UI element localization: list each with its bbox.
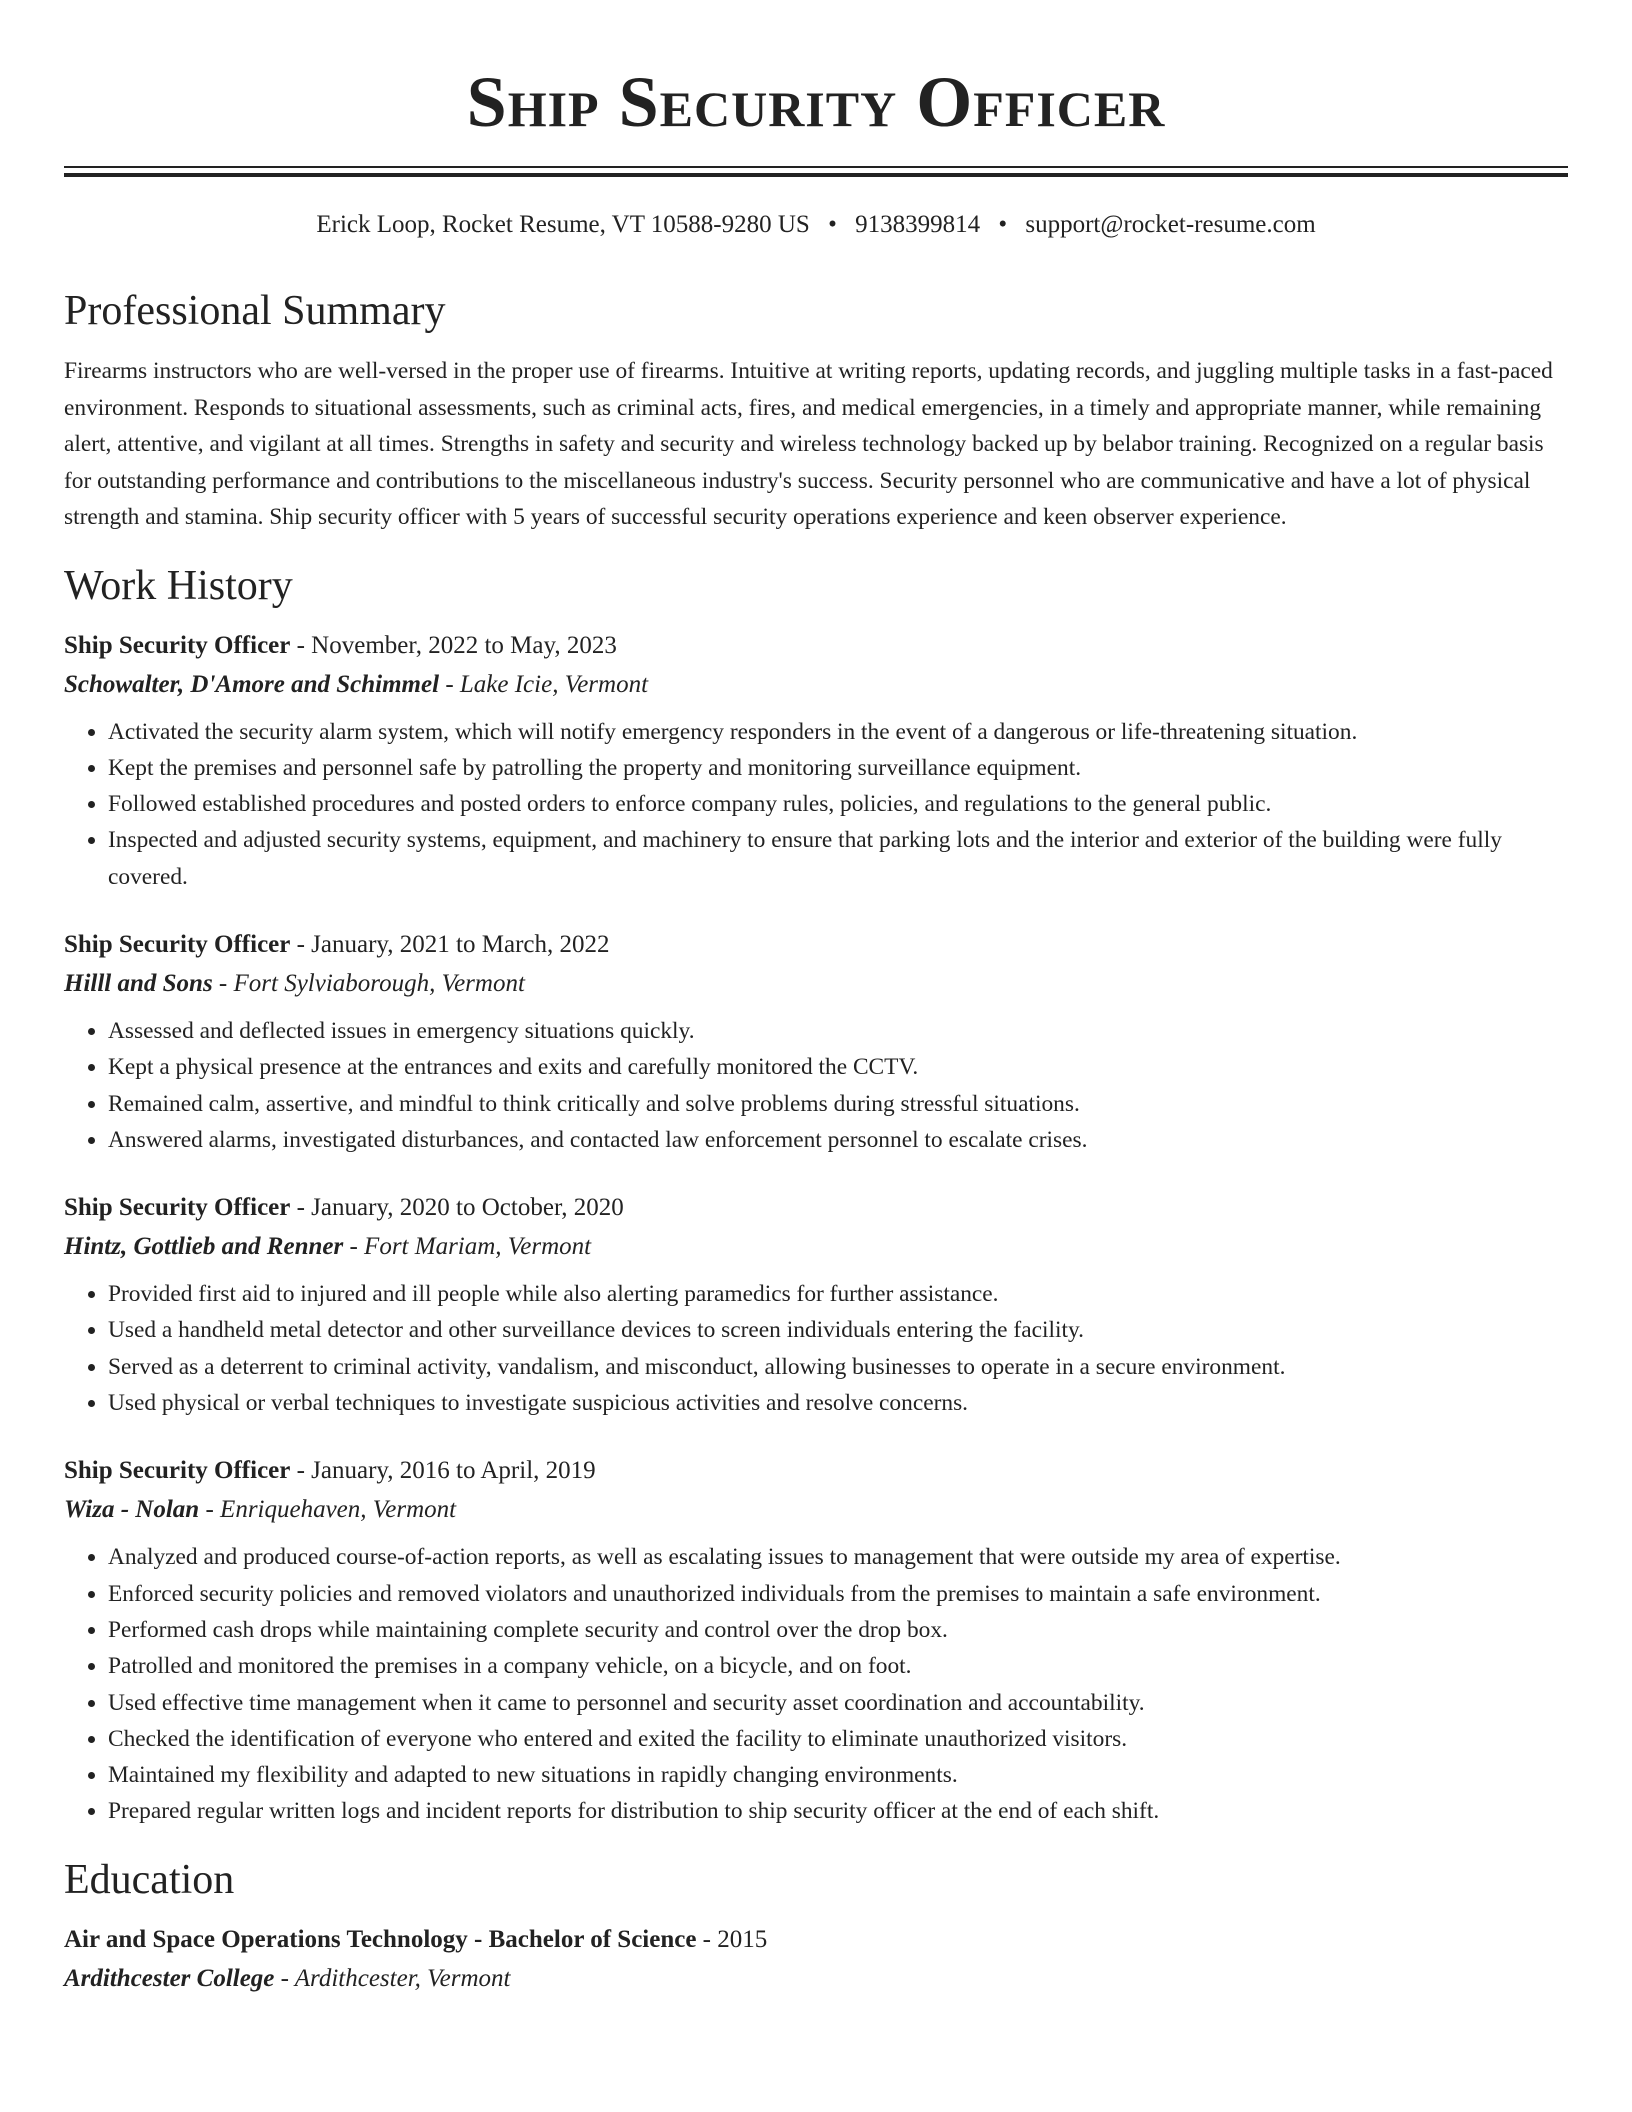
education-location: - Ardithcester, Vermont — [274, 1964, 511, 1992]
job-title-line — [64, 1188, 1568, 1227]
job-position: Ship Security Officer — [64, 631, 291, 659]
job-duty: • Kept a physical presence at the entrances and exits and carefully monitored the CCTV. — [108, 1049, 1568, 1085]
header-divider-thick — [64, 173, 1568, 177]
job-duties-list — [64, 714, 1568, 895]
education-section-title: Education — [64, 1856, 235, 1903]
education-school-line — [64, 1959, 1568, 1998]
job-dates: - November, 2022 to May, 2023 — [290, 631, 617, 659]
job-duty: • Served as a deterrent to criminal activity, vandalism, and misconduct, allowing businesses to operate in a secure environment. — [108, 1349, 1568, 1385]
work-history-section-title: Work History — [64, 562, 293, 609]
job-duty: • Performed cash drops while maintaining complete security and control over the drop box. — [108, 1612, 1568, 1648]
header-divider-thin — [64, 166, 1568, 168]
education-degree-line — [64, 1920, 1568, 1959]
job-title-line — [64, 1451, 1568, 1490]
job-duty: • Answered alarms, investigated disturbances, and contacted law enforcement personnel to escalate crises. — [108, 1122, 1568, 1158]
job-employer-line — [64, 964, 1568, 1003]
contact-separator: • — [998, 211, 1008, 238]
job-entry — [64, 1188, 1568, 1421]
job-employer-line — [64, 665, 1568, 704]
job-position: Ship Security Officer — [64, 930, 291, 958]
education-degree: Air and Space Operations Technology - Bachelor of Science — [64, 1925, 697, 1953]
job-dates: - January, 2016 to April, 2019 — [290, 1457, 596, 1485]
job-employer-line — [64, 1227, 1568, 1266]
job-location: - Fort Mariam, Vermont — [343, 1233, 592, 1261]
job-entry — [64, 626, 1568, 895]
job-duty: • Kept the premises and personnel safe by patrolling the property and monitoring surveillance equipment. — [108, 750, 1568, 786]
job-position: Ship Security Officer — [64, 1457, 291, 1485]
job-dates: - January, 2021 to March, 2022 — [290, 930, 610, 958]
education-year: - 2015 — [696, 1925, 768, 1953]
job-duty: • Assessed and deflected issues in emergency situations quickly. — [108, 1013, 1568, 1049]
job-dates: - January, 2020 to October, 2020 — [290, 1194, 624, 1222]
job-duty: • Analyzed and produced course-of-action reports, as well as escalating issues to management that were outside my area of expertise. — [108, 1539, 1568, 1575]
job-duty: • Followed established procedures and posted orders to enforce company rules, policies, and regulations to the general public. — [108, 786, 1568, 822]
contact-address: Erick Loop, Rocket Resume, VT 10588-9280 US — [316, 211, 810, 238]
job-duties-list — [64, 1276, 1568, 1421]
job-duty: • Provided first aid to injured and ill people while also alerting paramedics for further assistance. — [108, 1276, 1568, 1312]
resume-name-heading: Ship Security Officer — [466, 62, 1166, 142]
summary-section-title: Professional Summary — [64, 288, 446, 334]
job-duty: • Checked the identification of everyone who entered and exited the facility to eliminate unauthorized visitors. — [108, 1721, 1568, 1757]
job-duty: • Patrolled and monitored the premises in a company vehicle, on a bicycle, and on foot. — [108, 1648, 1568, 1684]
job-duty: • Used physical or verbal techniques to investigate suspicious activities and resolve concerns. — [108, 1385, 1568, 1421]
job-location: - Fort Sylviaborough, Vermont — [212, 969, 525, 997]
job-employer: Schowalter, D'Amore and Schimmel — [64, 670, 440, 698]
education-entry — [64, 1920, 1568, 1998]
job-entry — [64, 1451, 1568, 1829]
job-location: - Lake Icie, Vermont — [439, 670, 649, 698]
job-duty: • Remained calm, assertive, and mindful to think critically and solve problems during stressful situations. — [108, 1086, 1568, 1122]
job-duties-list — [64, 1013, 1568, 1158]
job-duty: • Used a handheld metal detector and other surveillance devices to screen individuals entering the facility. — [108, 1312, 1568, 1348]
contact-separator: • — [828, 211, 837, 238]
job-duties-list — [64, 1539, 1568, 1829]
education-school: Ardithcester College — [64, 1964, 275, 1992]
job-entry — [64, 925, 1568, 1158]
contact-line — [64, 209, 1568, 241]
summary-text: Firearms instructors who are well-versed in the proper use of firearms. Intuitive at writing reports, updating records, and juggling multiple tasks in a fast-paced environment. Responds to situational assessments, such as criminal acts, fires, and medical emergencies, in a timely and appropriate manner, while remaining alert, attentive, and vigilant at all times. Strengths in safety and security and wireless technology backed up by belabor training. Recognized on a regular basis for outstanding performance and contributions to the miscellaneous industry's success. Security personnel who are communicative and have a lot of physical strength and stamina. Ship security officer with 5 years of successful security operations experience and keen observer experience. — [64, 358, 1553, 530]
job-duty: • Enforced security policies and removed violators and unauthorized individuals from the premises to maintain a safe environment. — [108, 1576, 1568, 1612]
contact-phone: 9138399814 — [855, 211, 981, 238]
job-title-line — [64, 925, 1568, 964]
job-duty: • Prepared regular written logs and incident reports for distribution to ship security officer at the end of each shift. — [108, 1793, 1568, 1829]
job-duty: • Activated the security alarm system, which will notify emergency responders in the event of a dangerous or life-threatening situation. — [108, 714, 1568, 750]
job-duty: • Maintained my flexibility and adapted to new situations in rapidly changing environments. — [108, 1757, 1568, 1793]
job-location: - Enriquehaven, Vermont — [199, 1496, 457, 1524]
job-employer: Wiza - Nolan — [64, 1496, 200, 1524]
job-duty: • Inspected and adjusted security systems, equipment, and machinery to ensure that parking lots and the interior and exterior of the building were fully covered. — [108, 822, 1568, 895]
job-position: Ship Security Officer — [64, 1194, 291, 1222]
job-employer: Hintz, Gottlieb and Renner — [64, 1233, 344, 1261]
contact-email: support@rocket-resume.com — [1025, 211, 1316, 238]
job-duty: • Used effective time management when it came to personnel and security asset coordination and accountability. — [108, 1685, 1568, 1721]
job-title-line — [64, 626, 1568, 665]
job-employer-line — [64, 1490, 1568, 1529]
job-employer: Hilll and Sons — [64, 969, 213, 997]
